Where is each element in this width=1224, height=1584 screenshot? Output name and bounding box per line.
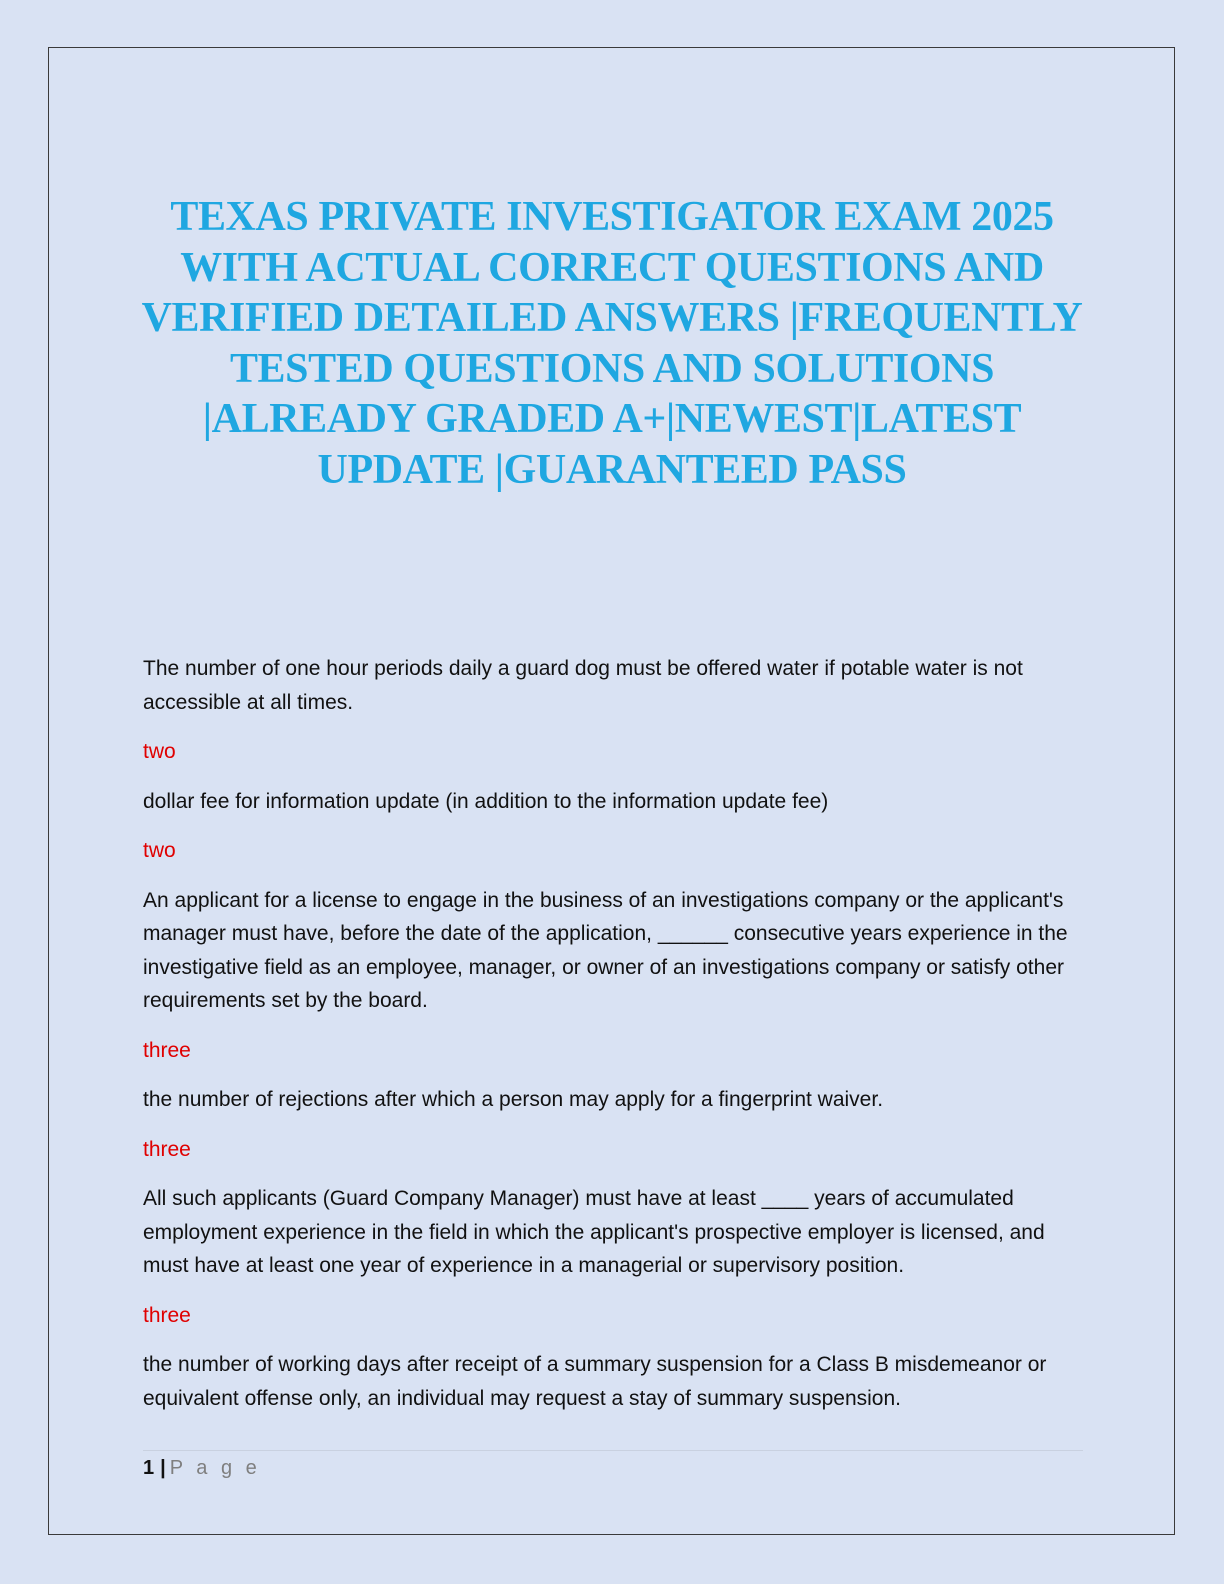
answer-1: two xyxy=(143,740,176,763)
footer-separator: | xyxy=(160,1457,166,1479)
answer-5: three xyxy=(143,1303,191,1327)
question-4: the number of rejections after which a person may apply for a fingerprint waiver. xyxy=(143,1088,884,1111)
question-6: the number of working days after receipt of a summary suspension for a Class B misdemeanor or equivalent offense only, an individual may request a stay of summary suspension. xyxy=(143,1353,1047,1410)
question-1: The number of one hour periods daily a guard dog must be offered water if potable water is not accessible at all times. xyxy=(143,657,1023,714)
answer-4: three xyxy=(143,1137,191,1161)
question-3: An applicant for a license to engage in the business of an investigations company or the applicant's manager must have, before the date of the application, ______ consecutive years experience in the investigative field as an employee, manager, or owner of an investigations company or satisfy other requirements set by the board. xyxy=(143,888,1068,1012)
qa-list xyxy=(143,652,1083,1415)
answer-3: three xyxy=(143,1038,191,1062)
page-footer xyxy=(143,1454,261,1482)
answer-2: two xyxy=(143,839,176,862)
question-2: dollar fee for information update (in addition to the information update fee) xyxy=(143,789,829,813)
question-5: All such applicants (Guard Company Manager) must have at least ____ years of accumulated employment experience in the field in which the applicant's prospective employer is licensed, and must have at least one year of experience in a managerial or supervisory position. xyxy=(143,1187,1045,1277)
document-title: TEXAS PRIVATE INVESTIGATOR EXAM 2025 WITH ACTUAL CORRECT QUESTIONS AND VERIFIED DETAILED ANSWERS |FREQUENTLY TESTED QUESTIONS AND SOLUTIONS |ALREADY GRADED A+|NEWEST|LATEST UPDATE |GUARANTEED PASS xyxy=(141,194,1083,493)
page-number: 1 xyxy=(143,1457,155,1479)
footer-divider xyxy=(143,1450,1083,1451)
page-label: P a g e xyxy=(169,1457,261,1479)
